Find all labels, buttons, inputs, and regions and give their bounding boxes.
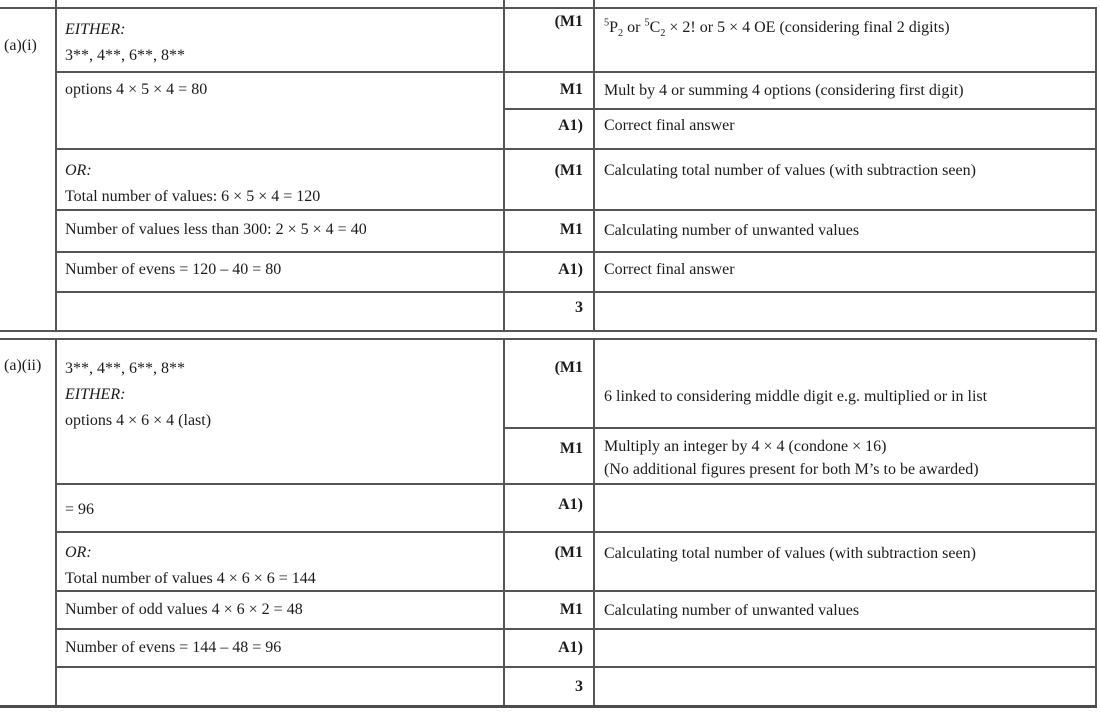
guidance-cell [595,630,1097,668]
table-bottom-border [0,705,1097,708]
total-marks-cell: 3 [505,668,595,705]
guidance-cell: Mult by 4 or summing 4 options (considering first digit) [595,73,1097,110]
mark-cell: A1) [505,110,595,150]
guidance-cell: Correct final answer [595,253,1097,293]
guidance-cell [595,668,1097,705]
answer-cell [57,293,505,330]
mark-cell: A1) [505,485,595,533]
answer-line: 3**, 4**, 6**, 8** [65,360,185,377]
answer-cell [57,211,505,253]
guidance-cell: Correct final answer [595,110,1097,150]
answer-line: 3**, 4**, 6**, 8** [65,47,185,64]
mark-cell: A1) [505,253,595,293]
guidance-cell: Calculating total number of values (with subtraction seen) [595,150,1097,211]
answer-cell [57,630,505,668]
mark-scheme-section-a-i [0,9,1097,330]
mark-cell: (M1 [505,533,595,592]
answer-line: Number of evens = 144 – 48 = 96 [65,639,282,656]
answer-line: EITHER: [65,21,126,38]
answer-cell [57,485,505,533]
answer-line: = 96 [65,501,95,518]
guidance-cell [595,485,1097,533]
total-marks-cell: 3 [505,293,595,330]
column-divider-tick [55,0,57,7]
answer-line: Total number of values 4 × 6 × 6 = 144 [65,570,316,587]
answer-cell [57,73,505,150]
column-divider-tick [503,0,505,7]
guidance-cell [595,429,1097,485]
column-divider-tick [593,0,595,7]
answer-line: OR: [65,544,92,561]
guidance-cell: 6 linked to considering middle digit e.g. multiplied or in list [595,340,1097,429]
mark-cell: M1 [505,429,595,485]
answer-cell [57,253,505,293]
answer-cell [57,340,505,485]
answer-line: options 4 × 6 × 4 (last) [65,412,212,429]
answer-cell [57,533,505,592]
answer-line: Total number of values: 6 × 5 × 4 = 120 [65,188,321,205]
question-number: (a)(i) [0,9,57,330]
answer-line: Number of evens = 120 – 40 = 80 [65,261,282,278]
question-number: (a)(ii) [0,340,57,705]
answer-cell [57,668,505,705]
guidance-cell: $^5P_2$ or $^5C_2 \times 2$! or 5 × 4 OE (considering final 2 digits) [595,9,1097,73]
mark-cell: M1 [505,211,595,253]
answer-cell [57,9,505,73]
guidance-cell: Calculating number of unwanted values [595,211,1097,253]
answer-line: Number of values less than 300: 2 × 5 × 4 = 40 [65,221,367,238]
section-divider [0,330,1097,340]
mark-cell: A1) [505,630,595,668]
answer-cell [57,592,505,630]
guidance-line: Multiply an integer by 4 × 4 (condone × 16) [604,438,887,455]
answer-line: Number of odd values 4 × 6 × 2 = 48 [65,601,303,618]
mark-cell: (M1 [505,340,595,429]
guidance-cell: Calculating number of unwanted values [595,592,1097,630]
answer-line: OR: [65,162,92,179]
answer-line: EITHER: [65,386,126,403]
guidance-cell [595,293,1097,330]
guidance-cell: Calculating total number of values (with subtraction seen) [595,533,1097,592]
answer-cell [57,150,505,211]
guidance-line: (No additional figures present for both M’s to be awarded) [604,461,979,478]
mark-cell: (M1 [505,9,595,73]
mark-cell: M1 [505,592,595,630]
mark-scheme-section-a-ii [0,340,1097,705]
answer-line: options 4 × 5 × 4 = 80 [65,81,208,98]
mark-cell: M1 [505,73,595,110]
mark-cell: (M1 [505,150,595,211]
